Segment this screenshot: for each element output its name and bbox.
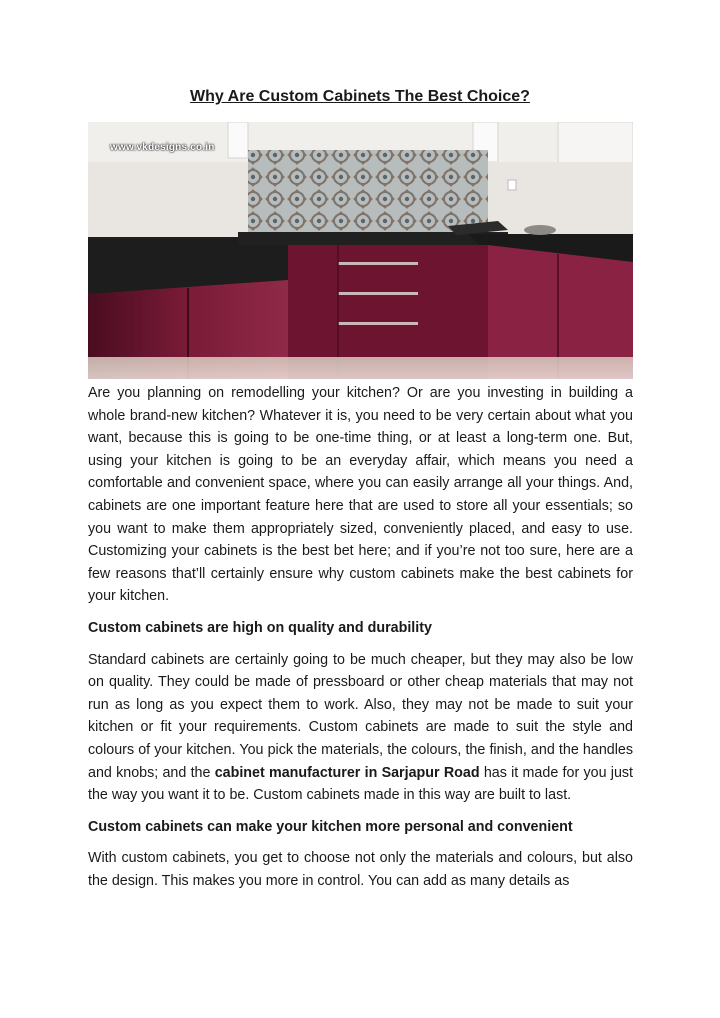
cabinet-manufacturer-link[interactable]: cabinet manufacturer in Sarjapur Road — [214, 764, 480, 781]
kitchen-photo — [88, 122, 633, 379]
intro-paragraph: Are you planning on remodelling your kitchen? Or are you investing in building a whole brand-new kitchen? Whatever it is, you need to be very certain about what you want, because this is going to be one-time thing, or at least a long-term one. But, using your kitchen is going to be an everyday affair, which means you need a comfortable and convenient space, where you can easily arrange all your things. And, cabinets are one important feature here that are used to store all your essentials; so you want to make them appropriately sized, conveniently placed, and easy to use. Customizing your cabinets is the best bet here; and if you’re not too sure, here are a few reasons that’ll certainly ensure why custom cabinets make the best cabinets for your kitchen. — [88, 385, 633, 605]
section-heading-quality: Custom cabinets are high on quality and durability — [88, 619, 432, 636]
article-body — [88, 382, 633, 901]
page-title: Why Are Custom Cabinets The Best Choice? — [190, 88, 530, 105]
section-heading-personal: Custom cabinets can make your kitchen more personal and convenient — [88, 818, 573, 835]
quality-text-before: Standard cabinets are certainly going to be much cheaper, but they may also be low on quality. They could be made of pressboard or other cheap materials that may not run as long as you expect them to work. Also, they may not be made to suit your kitchen or fit your requirements. Custom cabinets are made to suit the style and colours of your kitchen. You pick the materials, the colours, the finish, and the handles and knobs; and the — [88, 651, 633, 781]
kitchen-illustration — [88, 122, 633, 379]
quality-paragraph — [88, 649, 633, 807]
quality-text-after: has it made for you just the way you want it to be. Custom cabinets made in this way are built to last. — [88, 764, 634, 804]
image-watermark: www.vkdesigns.co.in — [110, 142, 215, 153]
personal-paragraph: With custom cabinets, you get to choose not only the materials and colours, but also the design. This makes you more in control. You can add as many details as — [88, 850, 633, 889]
